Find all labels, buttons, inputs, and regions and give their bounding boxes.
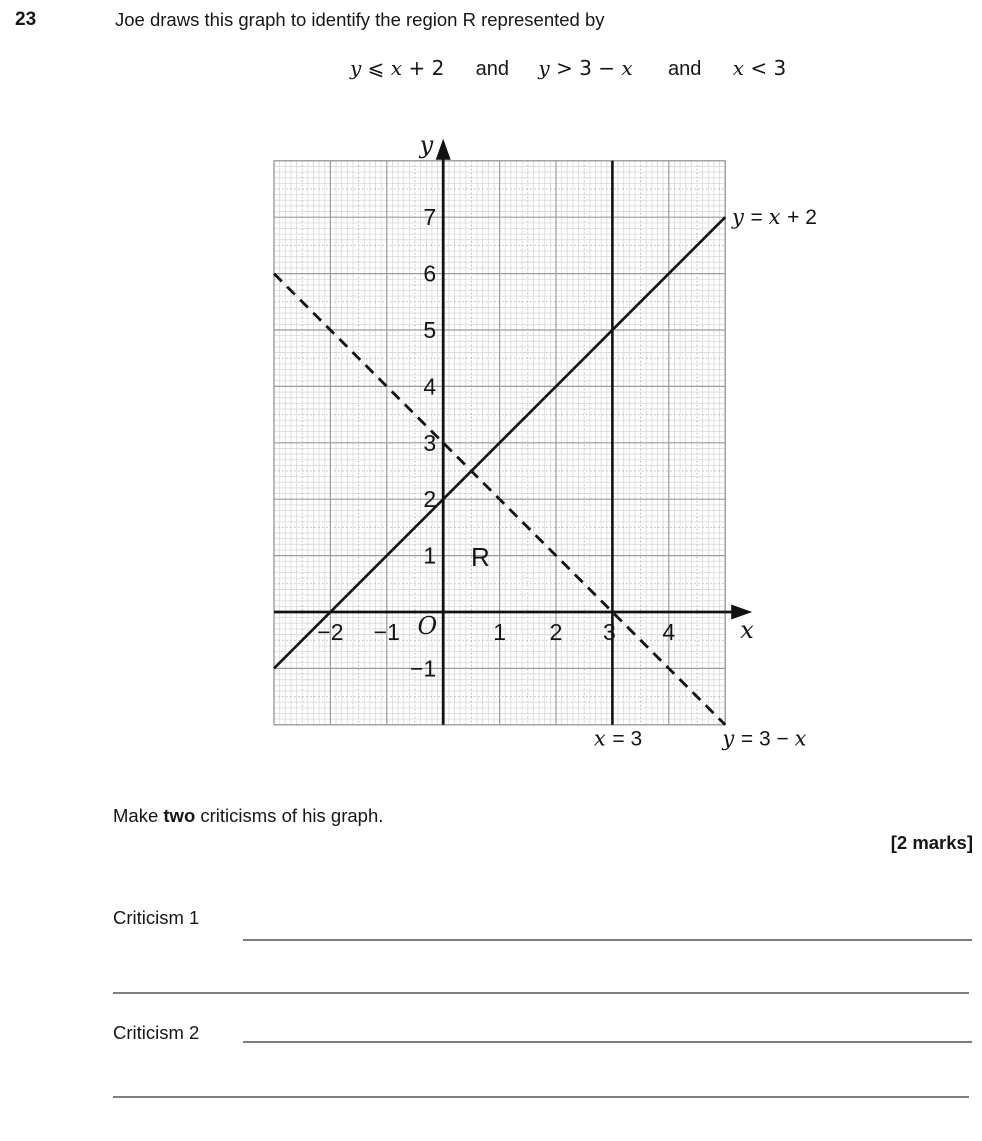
answer-line-criticism-2a[interactable]	[243, 1041, 972, 1043]
svg-text:5: 5	[423, 317, 437, 343]
inequality-region-graph	[230, 115, 820, 775]
svg-text:3: 3	[423, 429, 437, 456]
svg-text:6: 6	[423, 260, 437, 287]
svg-text:x = 3: x = 3	[593, 726, 643, 751]
question-text: Joe draws this graph to identify the region R represented by	[115, 9, 605, 30]
svg-text:4: 4	[662, 619, 676, 645]
answer-line-criticism-1b[interactable]	[113, 992, 969, 994]
inequality-conditions	[350, 55, 786, 82]
svg-text:O: O	[417, 612, 438, 640]
svg-text:R: R	[471, 541, 490, 572]
conjunction-2: and	[668, 58, 702, 80]
criticism-2-label: Criticism 2	[113, 1022, 200, 1043]
svg-text:−2: −2	[317, 619, 344, 645]
svg-text:1: 1	[493, 619, 506, 645]
svg-text:3: 3	[603, 619, 616, 645]
marks-badge: [2 marks]	[890, 832, 973, 853]
question-number: 23	[15, 9, 37, 30]
task-instruction	[113, 804, 383, 827]
svg-text:7: 7	[423, 204, 437, 231]
svg-text:y = 3 − x: y = 3 − x	[722, 726, 807, 751]
answer-line-criticism-1a[interactable]	[243, 939, 972, 941]
svg-text:2: 2	[423, 486, 437, 513]
svg-text:1: 1	[423, 542, 437, 569]
conjunction-1: and	[475, 58, 510, 80]
svg-text:y = x + 2: y = x + 2	[731, 204, 817, 229]
condition-3: x < 3	[732, 56, 787, 80]
condition-2: y > 3 − x	[538, 56, 633, 80]
criticism-1-label: Criticism 1	[113, 907, 200, 928]
task-instruction-suffix: criticisms of his graph.	[195, 805, 384, 826]
answer-line-criticism-2b[interactable]	[113, 1096, 969, 1098]
svg-text:x: x	[740, 616, 754, 644]
condition-1: y ⩽ x + 2	[350, 56, 445, 80]
task-instruction-prefix: Make	[113, 805, 164, 826]
svg-text:−1: −1	[409, 655, 437, 682]
svg-text:4: 4	[423, 373, 437, 400]
svg-text:2: 2	[549, 619, 563, 645]
task-instruction-bold: two	[163, 805, 196, 826]
svg-text:−1: −1	[373, 619, 400, 645]
svg-text:y: y	[419, 130, 434, 159]
